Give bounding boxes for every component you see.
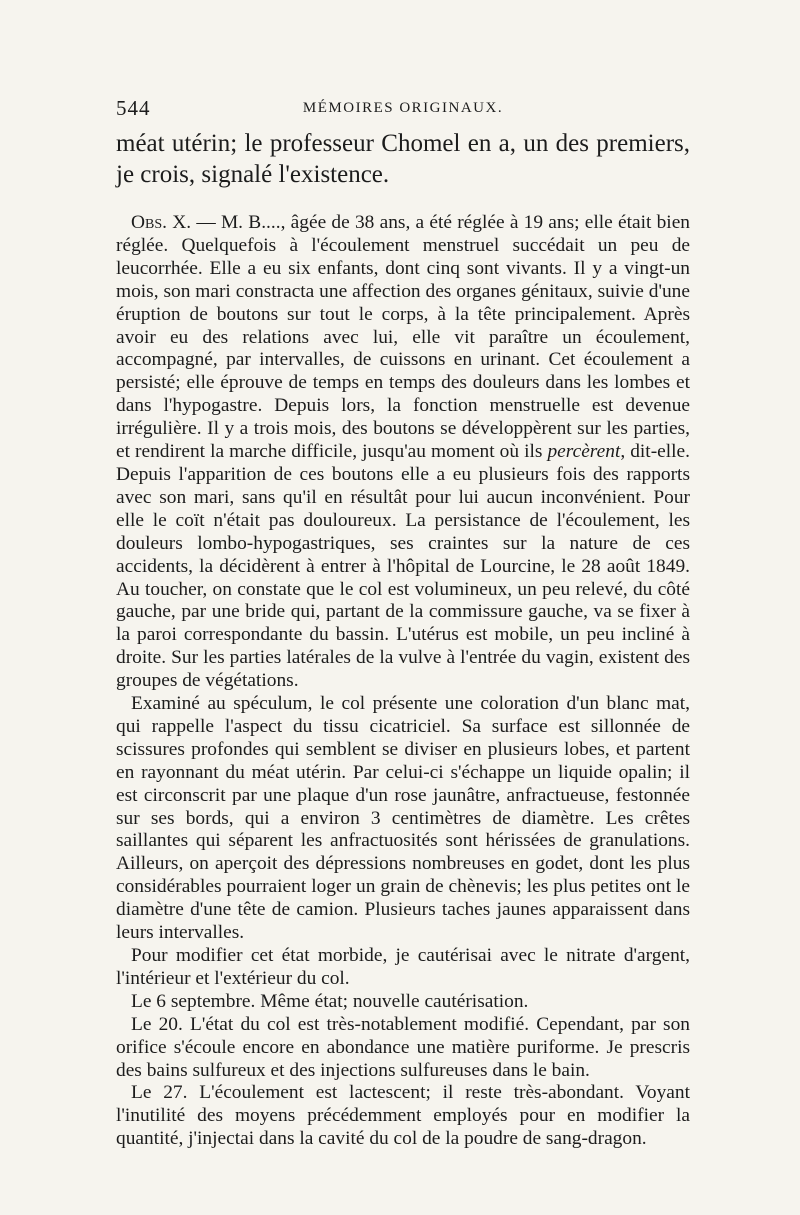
observation-paragraph-5: Le 20. L'état du col est très-notablement modifié. Cependant, par son orifice s'écoule encore en abondance une matière puriforme. Je prescris des bains sulfureux et des injections sulfureuses dans le bain. (116, 1013, 690, 1081)
running-title: MÉMOIRES ORIGINAUX. (302, 100, 504, 116)
observation-body (116, 212, 690, 1151)
observation-paragraph-6: Le 27. L'écoulement est lactescent; il reste très-abondant. Voyant l'inutilité des moyens précédemment employés pour en modifier la quantité, j'injectai dans la cavité du col de la poudre de sang-dragon. (116, 1082, 690, 1150)
observation-paragraph-1 (116, 212, 690, 693)
observation-label: Obs. X. (131, 212, 192, 233)
observation-paragraph-3: Pour modifier cet état morbide, je cautérisai avec le nitrate d'argent, l'intérieur et l'extérieur du col. (116, 945, 690, 989)
lead-paragraph: méat utérin; le professeur Chomel en a, un des premiers, je crois, signalé l'existence. (116, 130, 690, 188)
observation-paragraph-2: Examiné au spéculum, le col présente une coloration d'un blanc mat, qui rappelle l'aspect du tissu cicatriciel. Sa surface est sillonnée de scissures profondes qui semblent se diviser en plusieurs lobes, et partent en rayonnant du méat utérin. Par celui-ci s'échappe un liquide opalin; il est circonscrit par une plaque d'un rose jaunâtre, anfractueuse, festonnée sur ses bords, qui a environ 3 centimètres de diamètre. Les crêtes saillantes qui séparent les anfractuosités sont hérissées de granulations. Ailleurs, on aperçoit des dépressions nombreuses en godet, dont les plus considérables pourraient loger un grain de chènevis; les plus petites ont le diamètre d'une tête de camion. Plusieurs taches jaunes apparaissent dans leurs intervalles. (116, 693, 690, 944)
observation-emphasis: percèrent (547, 441, 621, 463)
observation-paragraph-4: Le 6 septembre. Même état; nouvelle cautérisation. (131, 990, 529, 1012)
running-head (116, 96, 690, 122)
observation-text-b: , dit-elle. Depuis l'apparition de ces boutons elle a eu plusieurs fois des rapports avec son mari, sans qu'il en résultât pour lui aucun inconvénient. Pour elle le coït n'était pas douloureux. La persistance de l'écoulement, les douleurs lombo-hypogastriques, ses craintes sur la nature de ces accidents, la décidèrent à entrer à l'hôpital de Lourcine, le 28 août 1849. Au toucher, on constate que le col est volumineux, un peu relevé, du côté gauche, par une bride qui, partant de la commissure gauche, va se fixer à la paroi correspondante du bassin. L'utérus est mobile, un peu incliné à droite. Sur les parties latérales de la vulve à l'entrée du vagin, existent des groupes de végétations. (116, 441, 690, 692)
observation-text-a: — M. B...., âgée de 38 ans, a été réglée à 19 ans; elle était bien réglée. Quelquefois à l'écoulement menstruel succédait un peu de leucorrhée. Elle a eu six enfants, dont cinq sont vivants. Il y a vingt-un mois, son mari constracta une affection des organes génitaux, suivie d'une éruption de boutons sur tout le corps, à la tête principalement. Après avoir eu des relations avec lui, elle vit paraître un écoulement, accompagné, par intervalles, de cuissons en urinant. Cet écoulement a persisté; elle éprouve de temps en temps des douleurs dans les lombes et dans l'hypogastre. Depuis lors, la fonction menstruelle est devenue irrégulière. Il y a trois mois, des boutons se développèrent sur les parties, et rendirent la marche difficile, jusqu'au moment où ils (116, 212, 690, 463)
page-number: 544 (116, 96, 151, 120)
